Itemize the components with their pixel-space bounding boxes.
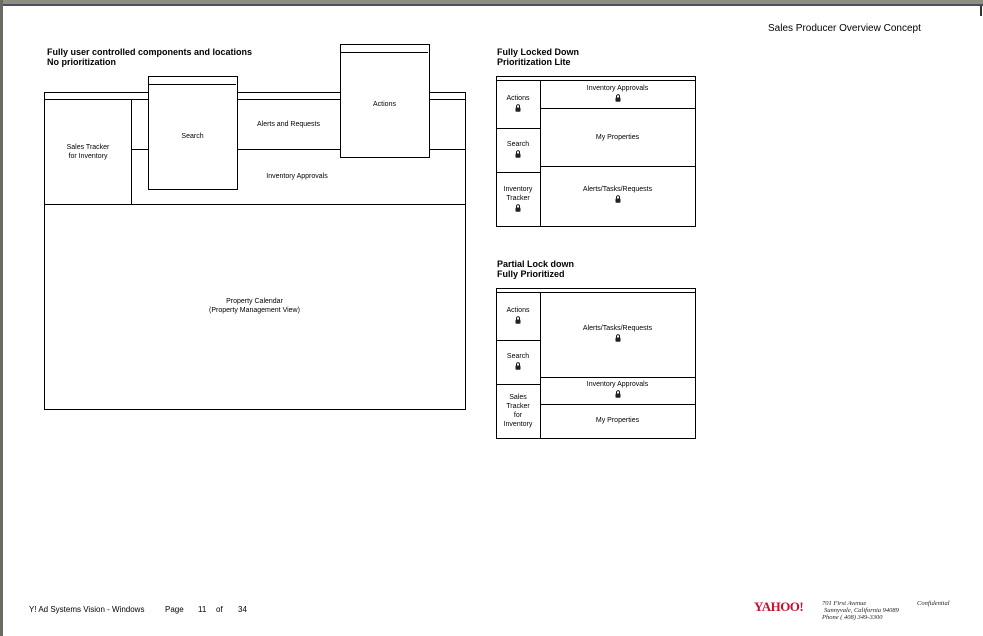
address-line-2: Sunnyvale, California 94089	[824, 607, 899, 614]
locked-tracker-cell[interactable]	[496, 185, 540, 212]
lock-icon	[615, 334, 621, 342]
partial-tracker-label-4: Inventory	[503, 421, 533, 428]
locked-actions-cell[interactable]	[496, 94, 540, 112]
lock-icon	[515, 362, 521, 370]
locked-left-divider-2	[496, 172, 540, 173]
lock-icon	[615, 390, 621, 398]
lock-icon	[515, 104, 521, 112]
lock-icon	[515, 316, 521, 324]
actions-panel-titlebar[interactable]	[341, 52, 428, 53]
locked-alerts-label: Alerts/Tasks/Requests	[582, 186, 653, 193]
partial-alerts-cell[interactable]	[540, 324, 695, 342]
partial-tracker-label-2: Tracker	[506, 403, 530, 410]
locked-heading-line1: Fully Locked Down	[497, 47, 580, 57]
left-diagram-heading	[47, 47, 252, 67]
locked-inv-approvals-label: Inventory Approvals	[586, 85, 649, 92]
calendar-divider	[44, 204, 465, 205]
property-calendar-panel[interactable]	[44, 297, 465, 315]
actions-panel-label: Actions	[373, 101, 396, 108]
partial-search-cell[interactable]	[496, 352, 540, 370]
partial-inventory-approvals-cell[interactable]	[540, 380, 695, 398]
lock-icon	[615, 94, 621, 102]
sales-tracker-label-2: for Inventory	[68, 153, 108, 160]
partial-left-divider-1	[496, 340, 540, 341]
locked-search-label: Search	[506, 141, 530, 148]
locked-alerts-cell[interactable]	[540, 185, 695, 203]
partial-diagram-heading	[497, 259, 574, 279]
locked-inventory-approvals-cell[interactable]	[540, 84, 695, 102]
partial-tracker-label-1: Sales	[509, 394, 527, 401]
partial-inv-approvals-label: Inventory Approvals	[586, 381, 649, 388]
partial-heading-line1: Partial Lock down	[497, 259, 575, 269]
partial-alerts-label: Alerts/Tasks/Requests	[582, 325, 653, 332]
address-line-1: 701 First Avenue	[822, 600, 867, 607]
partial-tracker-label-3: for	[513, 412, 523, 419]
footer-page-of: of	[216, 605, 223, 614]
search-panel-titlebar[interactable]	[149, 84, 236, 85]
locked-tracker-label-1: Inventory	[503, 186, 533, 193]
locked-header-line	[496, 80, 695, 81]
partial-right-divider-2	[540, 404, 695, 405]
address-line-3: Phone ( 408) 349-3300	[822, 614, 883, 621]
locked-right-divider-2	[540, 166, 695, 167]
footer-address	[822, 600, 899, 621]
actions-panel[interactable]	[340, 44, 430, 158]
partial-actions-cell[interactable]	[496, 306, 540, 324]
footer-page-label: Page	[165, 605, 184, 614]
lock-icon	[515, 150, 521, 158]
partial-my-properties-cell[interactable]: My Properties	[595, 417, 640, 424]
sales-tracker-panel[interactable]	[44, 143, 132, 161]
partial-search-label: Search	[506, 353, 530, 360]
window-frame-top-edge	[0, 4, 983, 6]
page-title: Sales Producer Overview Concept	[768, 23, 921, 34]
partial-heading-line2: Fully Prioritized	[497, 269, 565, 279]
calendar-label-1: Property Calendar	[226, 298, 283, 305]
alerts-panel-label[interactable]: Alerts and Requests	[256, 121, 321, 128]
partial-actions-label: Actions	[506, 307, 530, 314]
window-frame-right	[980, 6, 982, 16]
locked-actions-label: Actions	[506, 95, 530, 102]
footer-confidential: Confidential	[917, 600, 950, 607]
locked-my-properties-cell[interactable]: My Properties	[595, 134, 640, 141]
search-panel[interactable]	[148, 76, 238, 190]
footer-page-current: 11	[198, 605, 207, 614]
lock-icon	[615, 195, 621, 203]
footer-page-total: 34	[238, 605, 247, 614]
locked-right-divider-1	[540, 108, 695, 109]
left-heading-line2: No prioritization	[47, 57, 116, 67]
inventory-approvals-panel-label[interactable]: Inventory Approvals	[266, 173, 328, 180]
locked-tracker-label-2: Tracker	[506, 195, 530, 202]
lock-icon	[515, 204, 521, 212]
sales-tracker-label-1: Sales Tracker	[66, 144, 110, 151]
footer-doc-name: Y! Ad Systems Vision - Windows	[29, 605, 145, 614]
locked-diagram-heading	[497, 47, 579, 67]
partial-right-divider-1	[540, 377, 695, 378]
yahoo-logo: YAHOO!	[754, 599, 804, 614]
locked-heading-line2: Prioritization Lite	[497, 57, 571, 67]
left-heading-line1: Fully user controlled components and locations	[47, 47, 253, 57]
partial-tracker-cell[interactable]	[496, 393, 540, 429]
partial-left-divider-2	[496, 384, 540, 385]
partial-header-line	[496, 292, 695, 293]
calendar-label-2: (Property Management View)	[209, 307, 300, 314]
locked-search-cell[interactable]	[496, 140, 540, 158]
window-frame-left	[0, 0, 3, 636]
search-panel-label: Search	[181, 133, 204, 140]
locked-left-divider-1	[496, 128, 540, 129]
